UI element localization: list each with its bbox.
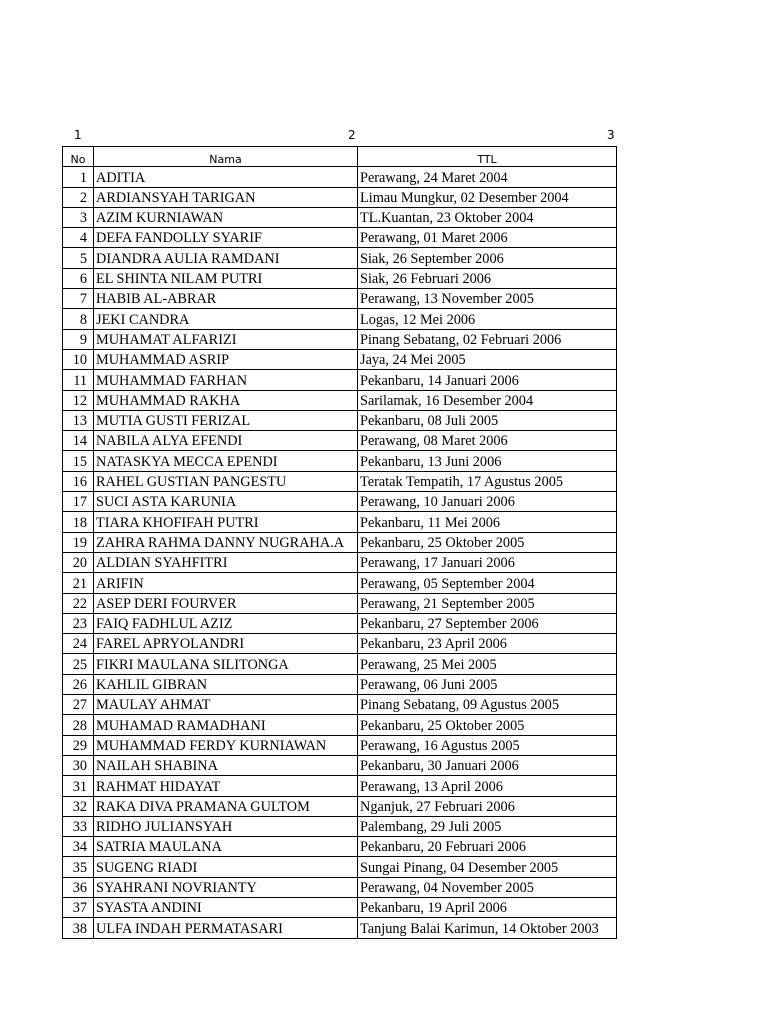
row-no-cell: 14 (63, 431, 94, 451)
row-no-cell: 38 (63, 918, 94, 938)
row-nama-cell: ARDIANSYAH TARIGAN (94, 187, 358, 207)
row-nama-cell: MUHAMAT ALFARIZI (94, 329, 358, 349)
row-ttl-cell: Siak, 26 Februari 2006 (358, 268, 617, 288)
table-row (63, 613, 617, 633)
table-row (63, 857, 617, 877)
row-ttl-cell: Pekanbaru, 08 Juli 2005 (358, 410, 617, 430)
row-nama-cell: DIANDRA AULIA RAMDANI (94, 248, 358, 268)
row-no-cell: 2 (63, 187, 94, 207)
table-row (63, 187, 617, 207)
table-row (63, 816, 617, 836)
table-row (63, 431, 617, 451)
row-ttl-cell: Pekanbaru, 30 Januari 2006 (358, 755, 617, 775)
row-no-cell: 33 (63, 816, 94, 836)
row-ttl-cell: Pekanbaru, 20 Februari 2006 (358, 837, 617, 857)
row-nama-cell: RAHEL GUSTIAN PANGESTU (94, 471, 358, 491)
row-nama-cell: ZAHRA RAHMA DANNY NUGRAHA.A (94, 532, 358, 552)
row-no-cell: 17 (63, 492, 94, 512)
row-no-cell: 35 (63, 857, 94, 877)
row-no-cell: 23 (63, 613, 94, 633)
row-no-cell: 21 (63, 573, 94, 593)
row-no-cell: 30 (63, 755, 94, 775)
table-body (63, 167, 617, 938)
row-nama-cell: MUHAMMAD ASRIP (94, 349, 358, 369)
row-no-cell: 36 (63, 877, 94, 897)
row-no-cell: 32 (63, 796, 94, 816)
row-ttl-cell: Pekanbaru, 27 September 2006 (358, 613, 617, 633)
row-nama-cell: ARIFIN (94, 573, 358, 593)
table-row (63, 471, 617, 491)
table-row (63, 370, 617, 390)
table-row (63, 167, 617, 187)
row-ttl-cell: Perawang, 08 Maret 2006 (358, 431, 617, 451)
row-nama-cell: DEFA FANDOLLY SYARIF (94, 228, 358, 248)
row-no-cell: 6 (63, 268, 94, 288)
table-row (63, 755, 617, 775)
row-no-cell: 18 (63, 512, 94, 532)
table-row (63, 390, 617, 410)
row-nama-cell: SUGENG RIADI (94, 857, 358, 877)
row-ttl-cell: Sungai Pinang, 04 Desember 2005 (358, 857, 617, 877)
row-ttl-cell: Perawang, 01 Maret 2006 (358, 228, 617, 248)
row-nama-cell: FAREL APRYOLANDRI (94, 634, 358, 654)
table-row (63, 248, 617, 268)
row-no-cell: 4 (63, 228, 94, 248)
row-ttl-cell: TL.Kuantan, 23 Oktober 2004 (358, 207, 617, 227)
row-ttl-cell: Teratak Tempatih, 17 Agustus 2005 (358, 471, 617, 491)
table-row (63, 349, 617, 369)
row-nama-cell: MUHAMMAD FARHAN (94, 370, 358, 390)
row-nama-cell: RIDHO JULIANSYAH (94, 816, 358, 836)
row-no-cell: 7 (63, 289, 94, 309)
row-no-cell: 24 (63, 634, 94, 654)
row-no-cell: 5 (63, 248, 94, 268)
row-nama-cell: TIARA KHOFIFAH PUTRI (94, 512, 358, 532)
table-row (63, 897, 617, 917)
row-ttl-cell: Jaya, 24 Mei 2005 (358, 349, 617, 369)
row-no-cell: 25 (63, 654, 94, 674)
row-no-cell: 19 (63, 532, 94, 552)
table-row (63, 410, 617, 430)
row-no-cell: 16 (63, 471, 94, 491)
row-no-cell: 28 (63, 715, 94, 735)
row-nama-cell: HABIB AL-ABRAR (94, 289, 358, 309)
table-row (63, 776, 617, 796)
table-row (63, 492, 617, 512)
row-nama-cell: MAULAY AHMAT (94, 695, 358, 715)
column-number-2: 2 (348, 128, 356, 142)
row-no-cell: 8 (63, 309, 94, 329)
table-row (63, 715, 617, 735)
row-nama-cell: FAIQ FADHLUL AZIZ (94, 613, 358, 633)
row-ttl-cell: Perawang, 24 Maret 2004 (358, 167, 617, 187)
row-no-cell: 15 (63, 451, 94, 471)
row-ttl-cell: Pekanbaru, 11 Mei 2006 (358, 512, 617, 532)
row-nama-cell: NAILAH SHABINA (94, 755, 358, 775)
row-no-cell: 3 (63, 207, 94, 227)
row-nama-cell: KAHLIL GIBRAN (94, 674, 358, 694)
table-row (63, 552, 617, 572)
row-ttl-cell: Limau Mungkur, 02 Desember 2004 (358, 187, 617, 207)
row-no-cell: 34 (63, 837, 94, 857)
row-ttl-cell: Pekanbaru, 25 Oktober 2005 (358, 532, 617, 552)
row-no-cell: 20 (63, 552, 94, 572)
table-row (63, 837, 617, 857)
table-row (63, 532, 617, 552)
row-nama-cell: AZIM KURNIAWAN (94, 207, 358, 227)
header-no: No (63, 147, 94, 167)
table-row (63, 451, 617, 471)
row-nama-cell: RAKA DIVA PRAMANA GULTOM (94, 796, 358, 816)
table-row (63, 918, 617, 938)
row-nama-cell: NATASKYA MECCA EPENDI (94, 451, 358, 471)
table-row (63, 796, 617, 816)
row-ttl-cell: Tanjung Balai Karimun, 14 Oktober 2003 (358, 918, 617, 938)
row-no-cell: 12 (63, 390, 94, 410)
table-row (63, 634, 617, 654)
row-ttl-cell: Perawang, 25 Mei 2005 (358, 654, 617, 674)
row-nama-cell: MUHAMMAD FERDY KURNIAWAN (94, 735, 358, 755)
row-nama-cell: ADITIA (94, 167, 358, 187)
row-nama-cell: SYASTA ANDINI (94, 897, 358, 917)
row-no-cell: 13 (63, 410, 94, 430)
row-nama-cell: SATRIA MAULANA (94, 837, 358, 857)
row-no-cell: 27 (63, 695, 94, 715)
table-row (63, 674, 617, 694)
row-ttl-cell: Sarilamak, 16 Desember 2004 (358, 390, 617, 410)
table-row (63, 877, 617, 897)
row-ttl-cell: Nganjuk, 27 Februari 2006 (358, 796, 617, 816)
row-nama-cell: RAHMAT HIDAYAT (94, 776, 358, 796)
table-row (63, 735, 617, 755)
row-ttl-cell: Perawang, 13 November 2005 (358, 289, 617, 309)
row-no-cell: 26 (63, 674, 94, 694)
row-ttl-cell: Perawang, 06 Juni 2005 (358, 674, 617, 694)
row-nama-cell: ASEP DERI FOURVER (94, 593, 358, 613)
table-row (63, 207, 617, 227)
row-ttl-cell: Perawang, 10 Januari 2006 (358, 492, 617, 512)
row-ttl-cell: Perawang, 21 September 2005 (358, 593, 617, 613)
row-no-cell: 9 (63, 329, 94, 349)
row-ttl-cell: Pinang Sebatang, 09 Agustus 2005 (358, 695, 617, 715)
row-nama-cell: MUHAMMAD RAKHA (94, 390, 358, 410)
row-ttl-cell: Siak, 26 September 2006 (358, 248, 617, 268)
row-no-cell: 1 (63, 167, 94, 187)
column-number-3: 3 (607, 128, 615, 142)
column-number-1: 1 (74, 128, 82, 142)
table-row (63, 228, 617, 248)
row-ttl-cell: Pinang Sebatang, 02 Februari 2006 (358, 329, 617, 349)
row-nama-cell: ULFA INDAH PERMATASARI (94, 918, 358, 938)
row-ttl-cell: Perawang, 04 November 2005 (358, 877, 617, 897)
row-ttl-cell: Perawang, 17 Januari 2006 (358, 552, 617, 572)
row-nama-cell: NABILA ALYA EFENDI (94, 431, 358, 451)
row-no-cell: 31 (63, 776, 94, 796)
table-row (63, 573, 617, 593)
header-ttl: TTL (358, 147, 617, 167)
header-nama: Nama (94, 147, 358, 167)
table-row (63, 593, 617, 613)
row-nama-cell: EL SHINTA NILAM PUTRI (94, 268, 358, 288)
row-ttl-cell: Perawang, 05 September 2004 (358, 573, 617, 593)
row-ttl-cell: Palembang, 29 Juli 2005 (358, 816, 617, 836)
table-row (63, 512, 617, 532)
table-row (63, 268, 617, 288)
row-no-cell: 11 (63, 370, 94, 390)
row-ttl-cell: Pekanbaru, 25 Oktober 2005 (358, 715, 617, 735)
student-table (62, 146, 617, 939)
table-row (63, 695, 617, 715)
row-no-cell: 22 (63, 593, 94, 613)
row-nama-cell: JEKI CANDRA (94, 309, 358, 329)
row-nama-cell: SUCI ASTA KARUNIA (94, 492, 358, 512)
table-header-row (63, 147, 617, 167)
row-nama-cell: FIKRI MAULANA SILITONGA (94, 654, 358, 674)
row-no-cell: 29 (63, 735, 94, 755)
row-ttl-cell: Perawang, 13 April 2006 (358, 776, 617, 796)
table-row (63, 309, 617, 329)
row-ttl-cell: Pekanbaru, 19 April 2006 (358, 897, 617, 917)
table-row (63, 289, 617, 309)
row-ttl-cell: Pekanbaru, 14 Januari 2006 (358, 370, 617, 390)
row-nama-cell: MUHAMAD RAMADHANI (94, 715, 358, 735)
row-no-cell: 10 (63, 349, 94, 369)
table-row (63, 329, 617, 349)
table-row (63, 654, 617, 674)
row-nama-cell: MUTIA GUSTI FERIZAL (94, 410, 358, 430)
row-no-cell: 37 (63, 897, 94, 917)
row-nama-cell: SYAHRANI NOVRIANTY (94, 877, 358, 897)
row-ttl-cell: Pekanbaru, 23 April 2006 (358, 634, 617, 654)
row-ttl-cell: Perawang, 16 Agustus 2005 (358, 735, 617, 755)
column-number-row (62, 128, 616, 146)
row-ttl-cell: Pekanbaru, 13 Juni 2006 (358, 451, 617, 471)
row-nama-cell: ALDIAN SYAHFITRI (94, 552, 358, 572)
row-ttl-cell: Logas, 12 Mei 2006 (358, 309, 617, 329)
